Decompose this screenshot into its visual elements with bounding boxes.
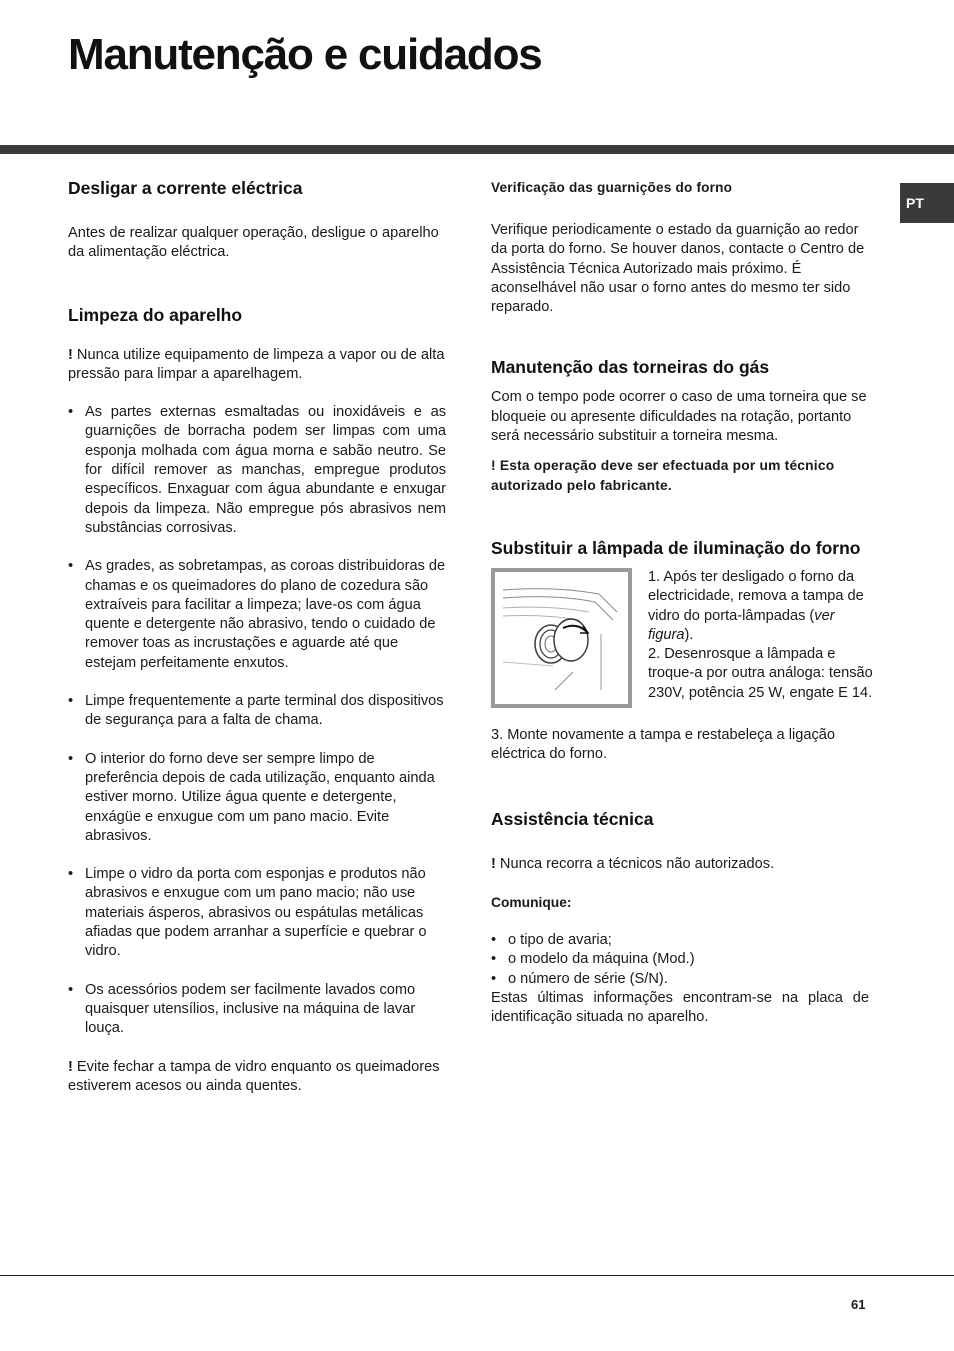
list-item: • As partes externas esmaltadas ou inoxidáveis e as guarnições de borracha podem ser limpas com uma esponja molhada com água morna e sabão neutro. Se for difícil remover as manchas, empregue produtos específicos. Enxaguar com água abundante e enxugar depois da limpeza. Não empregue pós abrasivos nem substâncias corrosivas. xyxy=(68,403,446,538)
lamp-step-1-text: 1. Após ter desligado o forno da electricidade, remova a tampa de vidro do porta-lâmpadas ( xyxy=(648,568,864,624)
cleaning-warning xyxy=(68,346,446,385)
warning-mark: ! xyxy=(491,855,496,872)
list-item: • o modelo da máquina (Mod.) xyxy=(491,950,869,969)
power-text: Antes de realizar qualquer operação, desligue o aparelho da alimentação eléctrica. xyxy=(68,225,439,261)
left-column xyxy=(68,178,446,1096)
list-item: • Os acessórios podem ser facilmente lavados como quaisquer utensílios, inclusive na máquina de lavar louça. xyxy=(68,981,446,1039)
lamp-steps xyxy=(648,568,873,703)
header-rule xyxy=(0,145,954,154)
service-list xyxy=(491,931,869,989)
seals-heading: Verificação das guarnições do forno xyxy=(491,180,733,195)
lamp-heading: Substituir a lâmpada de iluminação do forno xyxy=(491,537,861,558)
list-item: • O interior do forno deve ser sempre limpo de preferência depois de cada utilização, enquanto ainda estiver morno. Utilize água quente e detergente, enxágüe e enxugue com um pano macio. Evite abrasivos. xyxy=(68,750,446,846)
gas-taps-text: Com o tempo pode ocorrer o caso de uma torneira que se bloqueie ou apresente dificuldades na rotação, portanto será necessário substituir a torneira mesma. xyxy=(491,389,867,445)
final-warning-text: Evite fechar a tampa de vidro enquanto os queimadores estiverem acesos ou ainda quentes. xyxy=(68,1058,440,1094)
seals-text: Verifique periodicamente o estado da guarnição ao redor da porta do forno. Se houver danos, contacte o Centro de Assistência Técnica Autorizado mais próximo. É aconselhável não usar o forno antes do mesmo ter sido reparado. xyxy=(491,222,865,316)
warning-mark: ! xyxy=(68,1058,73,1075)
page-title: Manutenção e cuidados xyxy=(68,30,542,79)
oven-lamp-illustration xyxy=(495,572,628,704)
warning-mark: ! xyxy=(68,346,73,363)
list-item: • o tipo de avaria; xyxy=(491,931,869,950)
service-warning-text: Nunca recorra a técnicos não autorizados. xyxy=(495,855,775,872)
lamp-step-1-end: ). xyxy=(684,626,694,643)
lamp-step-3: 3. Monte novamente a tampa e restabeleça a ligação eléctrica do forno. xyxy=(491,726,835,763)
final-warning xyxy=(68,1058,446,1097)
list-item: • o número de série (S/N). xyxy=(491,970,869,989)
lamp-section xyxy=(491,568,873,728)
language-tab: PT xyxy=(900,183,954,223)
gas-taps-warning xyxy=(491,456,869,495)
list-item: • As grades, as sobretampas, as coroas distribuidoras de chamas e os queimadores do plano de cozedura são extraíveis para facilitar a limpeza; lave-os com água quente e detergente não abrasivo, tendo o cuidado de remover toas as incrustações e aguarde até que estejam perfeitamente enxutos. xyxy=(68,557,446,673)
gas-taps-warning-text: Esta operação deve ser efectuada por um técnico autorizado pelo fabricante. xyxy=(491,458,835,493)
see-figure-reference: ver figura xyxy=(648,607,835,643)
page-number: 61 xyxy=(851,1297,866,1312)
gas-taps-heading: Manutenção das torneiras do gás xyxy=(491,357,770,378)
service-heading: Assistência técnica xyxy=(491,808,654,829)
communicate-label: Comunique: xyxy=(491,894,572,910)
cleaning-warning-text: Nunca utilize equipamento de limpeza a vapor ou de alta pressão para limpar a aparelhagem. xyxy=(68,346,445,382)
warning-mark: ! xyxy=(491,458,496,474)
list-item: • Limpe frequentemente a parte terminal dos dispositivos de segurança para a falta de chama. xyxy=(68,692,446,731)
lamp-step-2: 2. Desenrosque a lâmpada e troque-a por outra análoga: tensão 230V, potência 25 W, engate E 14. xyxy=(648,646,873,701)
power-heading: Desligar a corrente eléctrica xyxy=(68,178,303,198)
right-column xyxy=(491,178,873,1028)
service-warning xyxy=(491,855,869,874)
cleaning-list xyxy=(68,403,446,1038)
oven-lamp-icon xyxy=(491,568,632,708)
footer-rule xyxy=(0,1275,954,1276)
lamp-step-1 xyxy=(648,568,873,645)
cleaning-heading: Limpeza do aparelho xyxy=(68,304,243,325)
service-footer-text: Estas últimas informações encontram-se na placa de identificação situada no aparelho. xyxy=(491,990,869,1026)
list-item: • Limpe o vidro da porta com esponjas e produtos não abrasivos e enxugue com um pano macio; não use materiais ásperos, abrasivos ou espátulas metálicas afiadas que podem arranhar a superfície e quebrar o vidro. xyxy=(68,865,446,961)
